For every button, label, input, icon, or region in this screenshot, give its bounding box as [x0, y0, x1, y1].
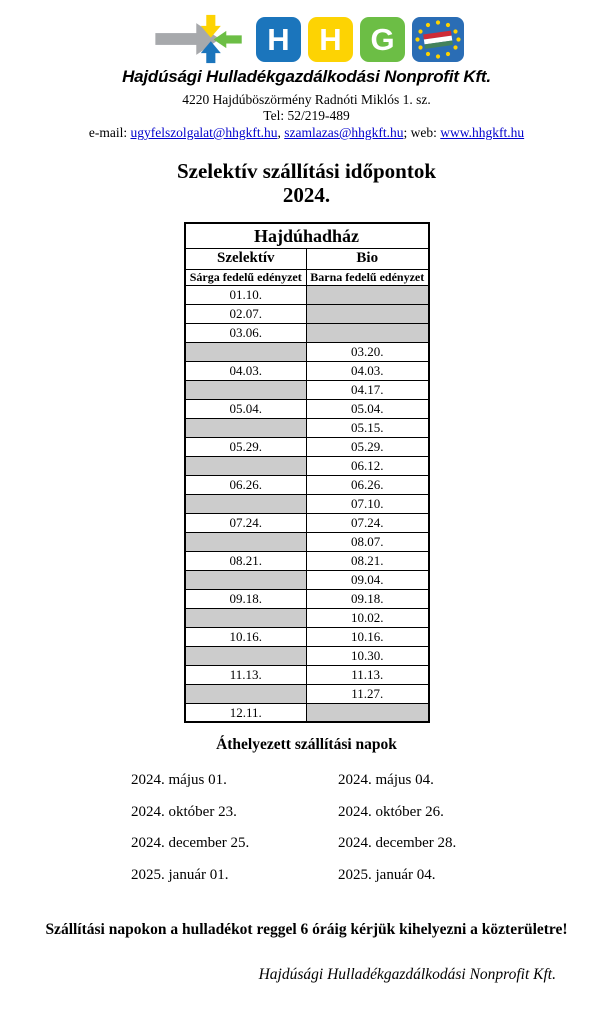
bio-date-cell: 07.10. [307, 494, 429, 513]
bio-date-cell: 08.21. [307, 551, 429, 570]
bio-date-cell: 03.20. [307, 342, 429, 361]
email-link-szamlazas[interactable]: szamlazas@hhgkft.hu [284, 124, 404, 140]
szelektiv-date-cell: 10.16. [185, 627, 307, 646]
moved-day-replacement: 2024. május 04. [338, 772, 434, 789]
logo-letter-h-block: H [308, 17, 353, 62]
bio-date-cell: 09.04. [307, 570, 429, 589]
szelektiv-date-cell: 01.10. [185, 285, 307, 304]
bio-date-cell [307, 285, 429, 304]
szelektiv-date-cell [185, 418, 307, 437]
web-link[interactable]: www.hhgkft.hu [440, 124, 525, 140]
schedule-row [185, 342, 429, 361]
szelektiv-date-cell [185, 684, 307, 703]
title-line-1: Szelektív szállítási időpontok [176, 159, 437, 184]
footer-notice: Szállítási napokon a hulladékot reggel 6 óráig kérjük kihelyezni a közterületre! [45, 921, 568, 939]
szelektiv-date-cell: 04.03. [185, 361, 307, 380]
bio-date-cell: 11.13. [307, 665, 429, 684]
subheader-barna-fedelu: Barna fedelű edényzet [307, 269, 429, 285]
schedule-row [185, 646, 429, 665]
schedule-row [185, 608, 429, 627]
logo-letter-h-block: H [256, 17, 301, 62]
schedule-row [185, 285, 429, 304]
schedule-row [185, 361, 429, 380]
email-link-ugyfelszolgalat[interactable]: ugyfelszolgalat@hhgkft.hu [130, 124, 278, 140]
bio-date-cell: 10.02. [307, 608, 429, 627]
city-name: Hajdúhadház [185, 223, 429, 248]
company-name: Hajdúsági Hulladékgazdálkodási Nonprofit Kft. [122, 67, 491, 86]
bio-date-cell: 10.30. [307, 646, 429, 665]
schedule-row [185, 513, 429, 532]
bio-date-cell [307, 304, 429, 323]
szelektiv-date-cell [185, 456, 307, 475]
schedule-row [185, 627, 429, 646]
bio-date-cell: 09.18. [307, 589, 429, 608]
column-header-bio: Bio [307, 248, 429, 269]
szelektiv-date-cell: 08.21. [185, 551, 307, 570]
szelektiv-date-cell: 09.18. [185, 589, 307, 608]
email-separator: , [277, 124, 285, 140]
schedule-row [185, 418, 429, 437]
bio-date-cell: 10.16. [307, 627, 429, 646]
bio-date-cell [307, 323, 429, 342]
schedule-row [185, 399, 429, 418]
bio-date-cell: 05.29. [307, 437, 429, 456]
schedule-row [185, 703, 429, 722]
logo-letter-g-block: G [360, 17, 405, 62]
moved-days-list [131, 771, 613, 885]
moved-day-replacement: 2025. január 04. [338, 866, 436, 883]
schedule-row [185, 684, 429, 703]
szelektiv-date-cell: 06.26. [185, 475, 307, 494]
szelektiv-date-cell: 05.29. [185, 437, 307, 456]
contact-block [0, 92, 613, 141]
bio-date-cell: 04.17. [307, 380, 429, 399]
schedule-row [185, 589, 429, 608]
bio-date-cell [307, 703, 429, 722]
document-title [0, 160, 613, 207]
bio-date-cell: 07.24. [307, 513, 429, 532]
moved-day-original: 2024. október 23. [131, 803, 237, 820]
bio-date-cell: 04.03. [307, 361, 429, 380]
title-line-2: 2024. [282, 182, 331, 207]
schedule-row [185, 665, 429, 684]
schedule-row [185, 532, 429, 551]
subheader-sarga-fedelu: Sárga fedelű edényzet [185, 269, 307, 285]
moved-day-original: 2024. december 25. [131, 835, 250, 852]
column-header-row [185, 248, 429, 269]
szelektiv-date-cell: 11.13. [185, 665, 307, 684]
schedule-row [185, 304, 429, 323]
bio-date-cell: 06.12. [307, 456, 429, 475]
schedule-table [184, 222, 430, 723]
address-line: 4220 Hajdúböszörmény Radnóti Miklós 1. sz. [182, 92, 431, 107]
szelektiv-date-cell [185, 532, 307, 551]
szelektiv-date-cell [185, 570, 307, 589]
moved-day-replacement: 2024. december 28. [338, 835, 457, 852]
szelektiv-date-cell [185, 380, 307, 399]
company-signature: Hajdúsági Hulladékgazdálkodási Nonprofit Kft. [258, 966, 556, 984]
subheader-row [185, 269, 429, 285]
szelektiv-date-cell [185, 646, 307, 665]
szelektiv-date-cell: 07.24. [185, 513, 307, 532]
bio-date-cell: 11.27. [307, 684, 429, 703]
schedule-row [185, 551, 429, 570]
schedule-row [185, 380, 429, 399]
bio-date-cell: 06.26. [307, 475, 429, 494]
bio-date-cell: 05.15. [307, 418, 429, 437]
schedule-row [185, 323, 429, 342]
szelektiv-date-cell: 05.04. [185, 399, 307, 418]
city-header-row [185, 223, 429, 248]
eu-flag-icon [412, 17, 464, 62]
moved-day-original: 2025. január 01. [131, 866, 229, 883]
szelektiv-date-cell [185, 342, 307, 361]
recycle-arrows-icon [149, 14, 249, 64]
bio-date-cell: 05.04. [307, 399, 429, 418]
schedule-row [185, 456, 429, 475]
schedule-row [185, 494, 429, 513]
web-label: ; web: [403, 124, 441, 140]
szelektiv-date-cell: 03.06. [185, 323, 307, 342]
email-line [0, 125, 613, 141]
email-label: e-mail: [88, 124, 131, 140]
moved-day-replacement: 2024. október 26. [338, 803, 444, 820]
szelektiv-date-cell [185, 608, 307, 627]
schedule-row [185, 570, 429, 589]
schedule-row [185, 475, 429, 494]
schedule-row [185, 437, 429, 456]
logo-letter-blocks [256, 17, 405, 62]
phone-line: Tel: 52/219-489 [263, 108, 350, 124]
moved-days-heading: Áthelyezett szállítási napok [216, 736, 397, 754]
logo [0, 0, 613, 64]
szelektiv-date-cell: 02.07. [185, 304, 307, 323]
szelektiv-date-cell: 12.11. [185, 703, 307, 722]
szelektiv-date-cell [185, 494, 307, 513]
bio-date-cell: 08.07. [307, 532, 429, 551]
moved-day-original: 2024. május 01. [131, 772, 227, 789]
column-header-szelektiv: Szelektív [185, 248, 307, 269]
